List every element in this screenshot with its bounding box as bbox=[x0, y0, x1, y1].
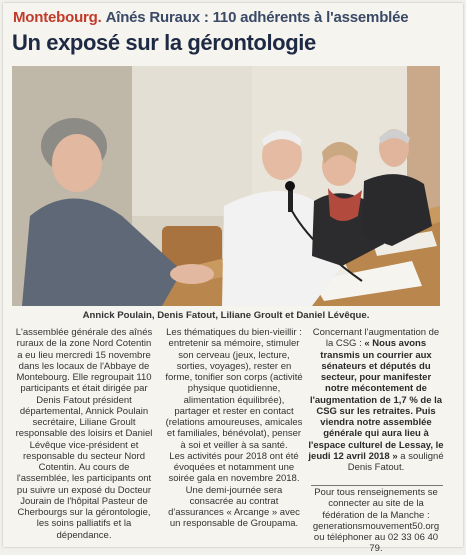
info-box: Pour tous renseignements se connecter au site de la fédération de la Manche : generationsmouvement50.org ou téléphoner au 02 33 06 40 79. bbox=[312, 487, 440, 555]
body-paragraph bbox=[308, 327, 444, 473]
kicker-line bbox=[13, 9, 463, 27]
headline: Un exposé sur la gérontologie bbox=[12, 30, 316, 55]
meeting-photo-illustration bbox=[12, 66, 440, 306]
quote-attribution: a souligné Denis Fatout. bbox=[347, 450, 444, 473]
newspaper-clipping bbox=[3, 3, 463, 555]
body-column-3 bbox=[308, 327, 444, 473]
body-column-1 bbox=[15, 327, 153, 541]
article-photo bbox=[12, 66, 440, 306]
photo-caption: Annick Poulain, Denis Fatout, Liliane Groult et Daniel Lévêque. bbox=[82, 310, 370, 321]
info-divider bbox=[311, 485, 443, 486]
kicker-title: Aînés Ruraux : 110 adhérents à l'assemblée bbox=[105, 9, 409, 26]
csg-intro: Concernant l'augmentation de la CSG : bbox=[312, 327, 440, 350]
kicker-place: Montebourg. bbox=[13, 9, 102, 26]
body-paragraph: L'assemblée générale des aînés ruraux de la zone Nord Cotentin a eu lieu mercredi 15 novembre dans les locaux de l'Abbaye de Montebourg. Elle regroupait 110 participants et était dirigée par Denis Fatout président départemental, Annick Poulain secrétaire, Liliane Groult responsable des loisirs et Daniel Lévêque vice-président et responsable du secteur Nord Cotentin. Au cours de l'assemblée, les participants ont pu suivre un exposé du Docteur Jourain de l'hôpital Pasteur de Cherbourgs sur la gérontologie, les soins palliatifs et la dépendance. bbox=[15, 327, 153, 541]
quote: « Nous avons transmis un courrier aux sénateurs et députés du secteur, pour manifester notre mécontement de l'augmentation de 1,7 % de la CSG sur les retraites. Puis viendra notre assemblée générale qui aura lieu à l'espace culturel de Lessay, le jeudi 12 avril 2018 » bbox=[308, 338, 444, 462]
body-paragraph: Les thématiques du bien-vieillir : entretenir sa mémoire, stimuler son cerveau (jeux, lecture, sorties, voyages), rester en forme, tonifier son corps (activité physique quotidienne, alimentation équilibrée), partager et rester en contact (relations amoureuses, amicales et familiales, bénévolat), penser à soi et veiller à sa santé. bbox=[165, 327, 303, 451]
body-column-2 bbox=[165, 327, 303, 530]
body-paragraph: Les activités pour 2018 ont été évoquées et notamment une soirée gala en novembre 2018. Une demi-journée sera consacrée au contrat d'assurances « Arcange » avec un responsable de Groupama. bbox=[168, 450, 300, 530]
